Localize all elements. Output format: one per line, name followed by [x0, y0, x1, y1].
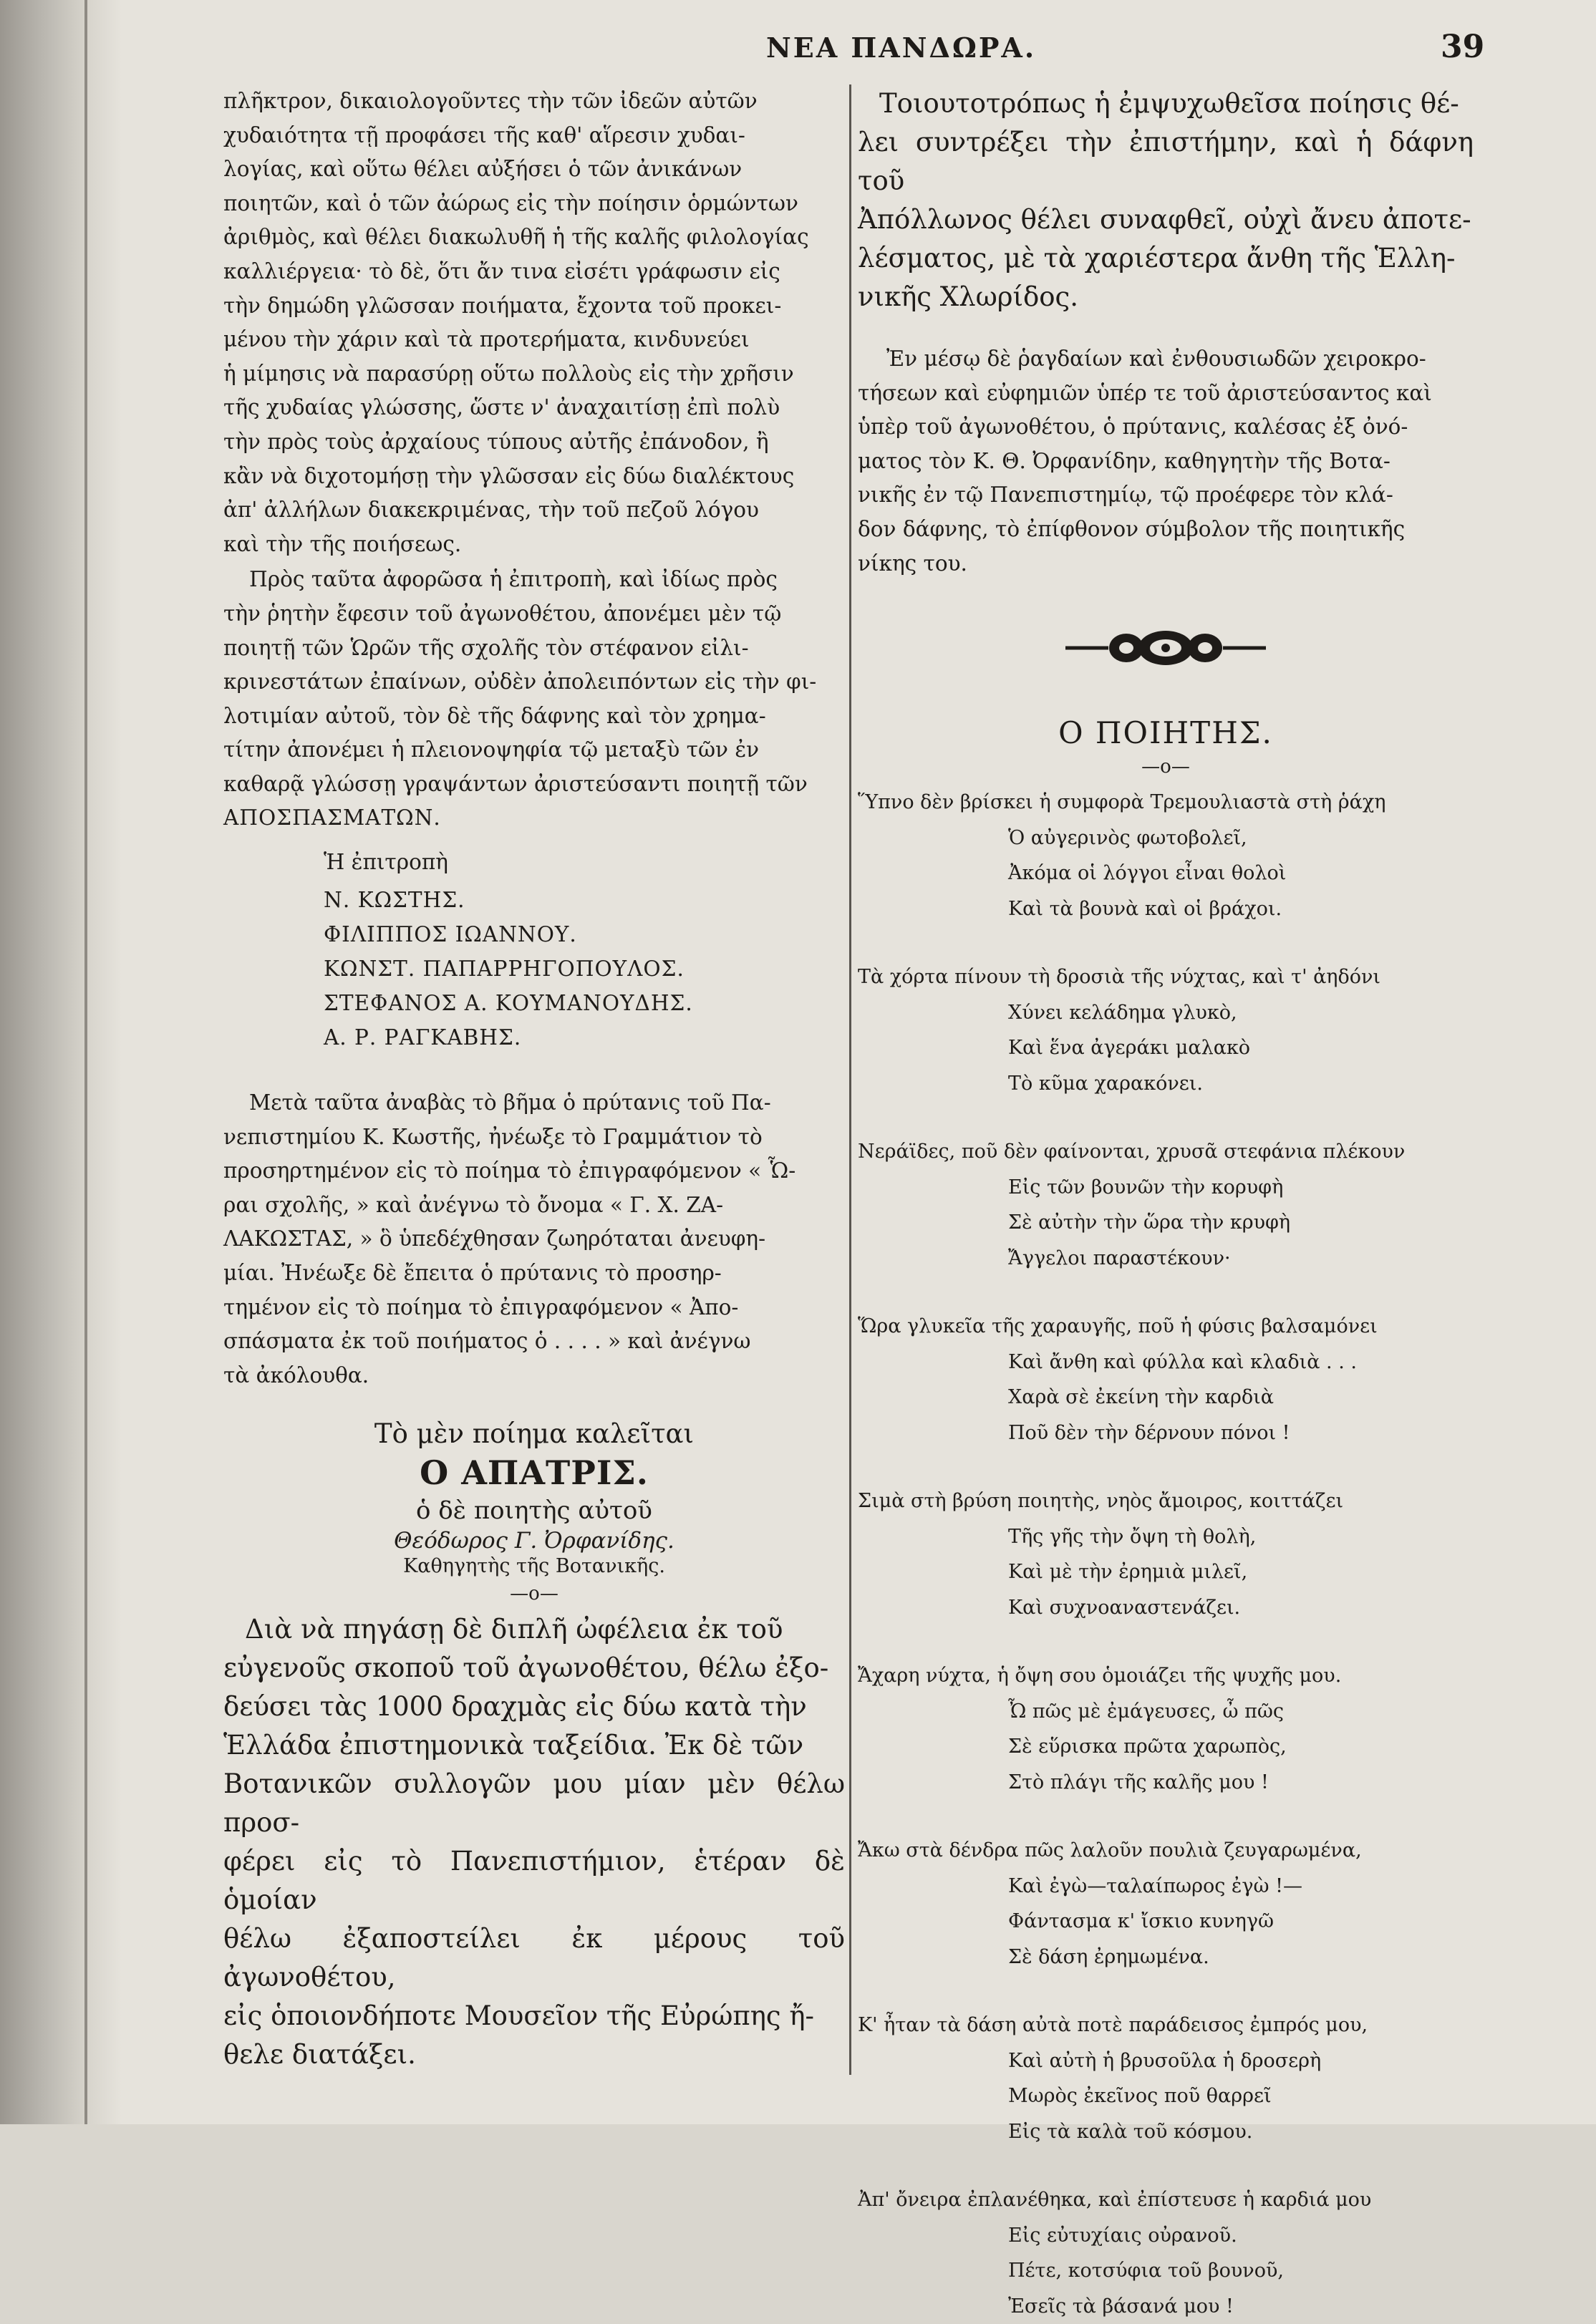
verse-line: Ὕπνο δὲν βρίσκει ἡ συμφορὰ Τρεμουλιαστὰ στὴ ῥάχη [858, 791, 1386, 814]
page-number: 39 [1441, 29, 1485, 65]
stanza [858, 1483, 1474, 1625]
text-line: Ἀπόλλωνος θέλει συναφθεῖ, οὐχὶ ἄνευ ἀποτε- [858, 204, 1471, 235]
text-line: καλλιέργεια· τὸ δὲ, ὅτι ἄν τινα εἰσέτι γράφωσιν εἰς [223, 258, 780, 284]
text-line: κἂν νὰ διχοτομήσῃ τὴν γλῶσσαν εἰς δύω διαλέκτους [223, 463, 795, 488]
verse-line: Σὲ εὕρισκα πρῶτα χαρωπὸς, [1008, 1735, 1287, 1758]
stanza [858, 2182, 1474, 2324]
right-paragraph-1 [858, 84, 1474, 316]
verse-line: Εἰς εὐτυχίαις οὐρανοῦ. [1008, 2224, 1237, 2247]
verse-line: Εἰς τῶν βουνῶν τὴν κορυφὴ [1008, 1176, 1284, 1199]
column-divider [849, 84, 851, 2075]
verse-line: Τῆς γῆς τὴν ὄψη τὴ θολὴ, [1008, 1525, 1257, 1548]
text-line: ραι σχολῆς, » καὶ ἀνέγνω τὸ ὄνομα « Γ. Χ. ΖΑ- [223, 1192, 724, 1217]
text-line: Ἐν μέσῳ δὲ ῥαγδαίων καὶ ἐνθουσιωδῶν χειροκρο- [886, 347, 1426, 371]
text-line: ποιητῇ τῶν Ὡρῶν τῆς σχολῆς τὸν στέφανον εἰλι- [223, 635, 749, 660]
left-paragraph-3 [223, 1086, 845, 1393]
text-line: φέρει εἰς τὸ Πανεπιστήμιον, ἑτέραν δὲ ὁμοίαν [223, 1846, 845, 1916]
text-line: ἀριθμὸς, καὶ θέλει διακωλυθῆ ἡ τῆς καλῆς φιλολογίας [223, 225, 809, 250]
decorative-ornament [858, 626, 1474, 669]
text-line: καὶ τὴν τῆς ποιήσεως. [223, 531, 462, 556]
verse-line: Χαρὰ σὲ ἐκείνη τὴν καρδιὰ [1008, 1386, 1274, 1409]
verse-line: Ὁ αὐγερινὸς φωτοβολεῖ, [1008, 826, 1247, 849]
section-separator: —o— [510, 1583, 558, 1605]
verse-line: Μωρὸς ἐκεῖνος ποῦ θαρρεῖ [1008, 2085, 1272, 2108]
text-line: Πρὸς ταῦτα ἀφορῶσα ἡ ἐπιτροπὴ, καὶ ἰδίως πρὸς [249, 567, 778, 592]
poet-intro: ὁ δὲ ποιητὴς αὐτοῦ [416, 1496, 652, 1526]
verse-line: Σιμὰ στὴ βρύση ποιητὴς, νηὸς ἄμοιρος, κοιττάζει [858, 1490, 1344, 1513]
text-line: θελε διατάξει. [223, 2039, 416, 2071]
text-line: προσηρτημένον εἰς τὸ ποίημα τὸ ἐπιγραφόμενον « Ὧ- [223, 1158, 796, 1183]
verse-line: Καὶ αὐτὴ ἡ βρυσοῦλα ἡ δροσερὴ [1008, 2049, 1322, 2072]
text-line: ΑΠΟΣΠΑΣΜΑΤΩΝ. [223, 805, 441, 831]
text-line: ποιητῶν, καὶ ὁ τῶν ἀώρως εἰς τὴν ποίησιν ὁρμώντων [223, 190, 798, 216]
text-line: ματος τὸν Κ. Θ. Ὀρφανίδην, καθηγητὴν τῆς Βοτα- [858, 448, 1391, 473]
committee-label: Ἡ ἐπιτροπὴ [324, 850, 448, 875]
text-line: Διὰ νὰ πηγάσῃ δὲ διπλῆ ὠφέλεια ἐκ τοῦ [245, 1614, 783, 1645]
text-line: ὑπὲρ τοῦ ἀγωνοθέτου, ὁ πρύτανις, καλέσας ἐξ ὀνό- [858, 415, 1408, 440]
text-line: νεπιστημίου Κ. Κωστῆς, ἠνέωξε τὸ Γραμμάτιον τὸ [223, 1124, 763, 1149]
text-line: ἡ μίμησις νὰ παρασύρῃ οὕτω πολλοὺς εἰς τὴν χρῆσιν [223, 361, 794, 386]
text-line: πλῆκτρον, δικαιολογοῦντες τὴν τῶν ἰδεῶν αὐτῶν [223, 89, 758, 113]
ornament-icon [1058, 626, 1273, 669]
verse-line: Ἄχαρη νύχτα, ἡ ὄψη σου ὁμοιάζει τῆς ψυχῆς μου. [858, 1665, 1342, 1688]
verse-line: Σὲ δάση ἐρημωμένα. [1008, 1945, 1209, 1968]
verse-line: Νεράϊδες, ποῦ δὲν φαίνονται, χρυσᾶ στεφάνια πλέκουν [858, 1141, 1406, 1163]
stanza [858, 1309, 1474, 1451]
verse-line: Χύνει κελάδημα γλυκὸ, [1008, 1001, 1237, 1024]
text-line: θέλω ἐξαποστείλει ἐκ μέρους τοῦ ἀγωνοθέτου, [223, 1923, 845, 1993]
stanza [858, 1134, 1474, 1276]
verse-line: Πέτε, κοτσύφια τοῦ βουνοῦ, [1008, 2260, 1284, 2282]
text-line: τὰ ἀκόλουθα. [223, 1362, 369, 1388]
verse-line: Καὶ συχνοαναστενάζει. [1008, 1596, 1241, 1619]
committee-member: ΦΙΛΙΠΠΟΣ ΙΩΑΝΝΟΥ. [324, 922, 577, 947]
verse-line: Τὰ χόρτα πίνουν τὴ δροσιὰ τῆς νύχτας, καὶ τ' ἀηδόνι [858, 966, 1380, 989]
verse-line: Ἄκω στὰ δένδρα πῶς λαλοῦν πουλιὰ ζευγαρωμένα, [858, 1839, 1362, 1862]
verse-line: Ὥρα γλυκεῖα τῆς χαραυγῆς, ποῦ ἡ φύσις βαλσαμόνει [858, 1315, 1378, 1338]
text-line: Βοτανικῶν συλλογῶν μου μίαν μὲν θέλω προσ- [223, 1768, 845, 1839]
left-paragraph-1 [223, 84, 845, 561]
text-line: σπάσματα ἐκ τοῦ ποιήματος ὁ . . . . » καὶ ἀνέγνω [223, 1329, 751, 1354]
committee-member: ΣΤΕΦΑΝΟΣ Α. ΚΟΥΜΑΝΟΥΔΗΣ. [324, 991, 693, 1016]
left-paragraph-4 [223, 1610, 845, 2074]
left-paragraph-2 [223, 563, 845, 836]
text-line: νικῆς ἐν τῷ Πανεπιστημίῳ, τῷ προέφερε τὸν κλά- [858, 483, 1393, 508]
binding-edge [84, 0, 87, 2124]
stanza [858, 785, 1474, 926]
text-line: Τοιουτοτρόπως ἡ ἐμψυχωθεῖσα ποίησις θέ- [879, 88, 1459, 119]
committee-member: ΚΩΝΣΤ. ΠΑΠΑΡΡΗΓΟΠΟΥΛΟΣ. [324, 957, 685, 982]
right-column [858, 84, 1474, 2324]
verse-line: Τὸ κῦμα χαρακόνει. [1008, 1072, 1203, 1095]
committee-member: Α. Ρ. ΡΑΓΚΑΒΗΣ. [324, 1025, 522, 1050]
text-line: λέσματος, μὲ τὰ χαριέστερα ἄνθη τῆς Ἑλλη- [858, 243, 1456, 273]
left-column [223, 84, 845, 2074]
right-paragraph-2 [858, 342, 1474, 581]
text-line: τὴν πρὸς τοὺς ἀρχαίους τύπους αὐτῆς ἐπάνοδον, ἢ [223, 429, 769, 454]
poet-role: Καθηγητὴς τῆς Βοτανικῆς. [403, 1555, 665, 1578]
stanza [858, 1833, 1474, 1975]
verse-line: Σὲ αὐτὴν τὴν ὥρα τὴν κρυφὴ [1008, 1211, 1291, 1234]
verse-line: Στὸ πλάγι τῆς καλῆς μου ! [1008, 1771, 1269, 1793]
verse-line: Κ' ἦταν τὰ δάση αὐτὰ ποτὲ παράδεισος ἐμπρός μου, [858, 2014, 1368, 2037]
verse-line: Ἀπ' ὄνειρα ἐπλανέθηκα, καὶ ἐπίστευσε ἡ καρδιά μου [858, 2189, 1372, 2212]
text-line: Ἑλλάδα ἐπιστημονικὰ ταξείδια. Ἐκ δὲ τῶν [223, 1730, 804, 1761]
committee-list [324, 883, 845, 1055]
verse-line: Καὶ ἄνθη καὶ φύλλα καὶ κλαδιὰ . . . [1008, 1350, 1357, 1373]
text-line: δον δάφνης, τὸ ἐπίφθονον σύμβολον τῆς ποιητικῆς [858, 516, 1406, 541]
text-line: λογίας, καὶ οὕτω θέλει αὐξήσει ὁ τῶν ἀνικάνων [223, 157, 743, 182]
poet-name: Θεόδωρος Γ. Ὀρφανίδης. [394, 1528, 674, 1554]
text-line: ἀπ' ἀλλήλων διακεκριμένας, τὴν τοῦ πεζοῦ λόγου [223, 498, 759, 523]
verse-line: Εἰς τὰ καλὰ τοῦ κόσμου. [1008, 2120, 1253, 2143]
stanza [858, 959, 1474, 1101]
text-line: μίαι. Ἠνέωξε δὲ ἔπειτα ὁ πρύτανις τὸ προσηρ- [223, 1261, 722, 1286]
text-line: τήσεων καὶ εὐφημιῶν ὑπέρ τε τοῦ ἀριστεύσαντος καὶ [858, 380, 1432, 405]
verse-line: Ἀκόμα οἱ λόγγοι εἶναι θολοὶ [1008, 862, 1287, 885]
text-line: εὐγενοῦς σκοποῦ τοῦ ἀγωνοθέτου, θέλω ἐξο- [223, 1652, 829, 1684]
verse-line: Καὶ ἕνα ἀγεράκι μαλακὸ [1008, 1037, 1251, 1060]
poem-title: Ο ΑΠΑΤΡΙΣ. [420, 1453, 649, 1493]
text-line: τῆς χυδαίας γλώσσης, ὥστε ν' ἀναχαιτίσῃ ἐπὶ πολὺ [223, 395, 780, 420]
text-line: μένου τὴν χάριν καὶ τὰ προτερήματα, κινδυνεύει [223, 327, 750, 352]
verse-line: Ἄγγελοι παραστέκουν· [1008, 1246, 1231, 1269]
text-line: δεύσει τὰς 1000 δραχμὰς εἰς δύω κατὰ τὴν [223, 1691, 807, 1723]
verse-line: Καὶ μὲ τὴν ἐρημιὰ μιλεῖ, [1008, 1561, 1248, 1584]
poem-intro: Τὸ μὲν ποίημα καλεῖται [374, 1418, 695, 1450]
text-line: λοτιμίαν αὐτοῦ, τὸν δὲ τῆς δάφνης καὶ τὸν χρημα- [223, 703, 766, 728]
text-line: νικῆς Χλωρίδος. [858, 281, 1079, 312]
text-line: τὴν δημώδη γλῶσσαν ποιήματα, ἔχοντα τοῦ προκει- [223, 293, 782, 318]
text-line: εἰς ὁποιονδήποτε Μουσεῖον τῆς Εὐρώπης ἤ- [223, 2000, 815, 2032]
poem [858, 785, 1474, 2324]
section-separator: —o— [1141, 756, 1190, 778]
committee-member: Ν. ΚΩΣΤΗΣ. [324, 888, 465, 913]
verse-line: Καὶ ἐγὼ—ταλαίπωρος ἐγὼ !— [1008, 1874, 1302, 1897]
text-line: τημένον εἰς τὸ ποίημα τὸ ἐπιγραφόμενον « Ἀπο- [223, 1294, 739, 1320]
stanza [858, 1658, 1474, 1800]
page-binding-shadow [0, 0, 122, 2124]
text-line: Μετὰ ταῦτα ἀναβὰς τὸ βῆμα ὁ πρύτανις τοῦ Πα- [249, 1090, 771, 1115]
verse-line: Ποῦ δὲν τὴν δέρνουν πόνοι ! [1008, 1421, 1290, 1444]
verse-line: Καὶ τὰ βουνὰ καὶ οἱ βράχοι. [1008, 897, 1282, 920]
text-line: ΛΑΚΩΣΤΑΣ, » ὃ ὑπεδέχθησαν ζωηρόταται ἀνευφη- [223, 1226, 766, 1251]
text-line: καθαρᾷ γλώσσῃ γραψάντων ἀριστεύσαντι ποιητῇ τῶν [223, 771, 808, 796]
verse-line: Φάντασμα κ' ἴσκιο κυνηγῶ [1008, 1910, 1274, 1933]
text-line: κρινεστάτων ἐπαίνων, οὐδὲν ἀπολειπόντων εἰς τὴν φι- [223, 669, 817, 694]
text-line: τὴν ῥητὴν ἔφεσιν τοῦ ἀγωνοθέτου, ἀπονέμει μὲν τῷ [223, 601, 782, 626]
text-line: νίκης του. [858, 551, 967, 576]
text-line: χυδαιότητα τῇ προφάσει τῆς καθ' αἵρεσιν χυδαι- [223, 122, 745, 147]
stanza [858, 2008, 1474, 2149]
verse-line: Ἐσεῖς τὰ βάσανά μου ! [1008, 2295, 1234, 2318]
verse-line: Ὦ πῶς μὲ ἐμάγευσες, ὦ πῶς [1008, 1700, 1284, 1723]
text-line: λει συντρέξει τὴν ἐπιστήμην, καὶ ἡ δάφνη τοῦ [858, 127, 1474, 196]
poem-title: Ο ΠΟΙΗΤΗΣ. [1058, 715, 1273, 751]
text-line: τίτην ἀπονέμει ἡ πλειονοψηφία τῷ μεταξὺ τῶν ἐν [223, 737, 760, 762]
running-head: ΝΕΑ ΠΑΝΔΩΡΑ. [766, 32, 1037, 64]
